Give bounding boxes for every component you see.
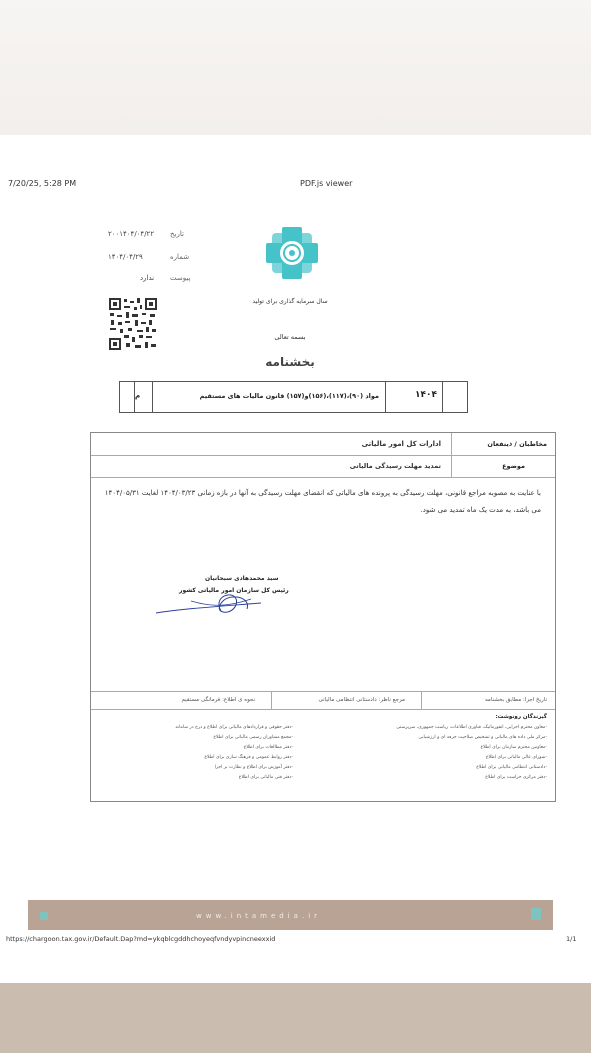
cc-right-item: -شورای عالی مالیاتی برای اطلاع bbox=[485, 755, 547, 760]
cc-left-item: -دفتر مطالعات برای اطلاع bbox=[243, 745, 293, 750]
print-app-title: PDF.js viewer bbox=[300, 179, 353, 188]
document-type-title: بخشنامه bbox=[265, 355, 315, 369]
signer-name: سید محمدهادی سبحانیان bbox=[205, 575, 279, 582]
top-background bbox=[0, 0, 591, 135]
attachment-value: ندارد bbox=[140, 274, 155, 282]
qr-code bbox=[108, 297, 158, 351]
basmala: بسمه تعالی bbox=[274, 333, 306, 341]
cc-left-item: -مجمع مشاوران رسمی مالیاتی برای اطلاع bbox=[213, 735, 293, 740]
subject-label: موضوع bbox=[502, 462, 525, 470]
notification-method: نحوه ی اطلاع: فرمانگی مستقیم bbox=[181, 697, 255, 703]
recipients-value: ادارات کل امور مالیاتی bbox=[361, 440, 441, 448]
attachment-label: پیوست bbox=[170, 274, 191, 282]
year-motto: سال سرمایه گذاری برای تولید bbox=[252, 298, 328, 305]
date-label: تاریخ bbox=[170, 230, 184, 238]
execution-date: تاریخ اجرا: مطابق بخشنامه bbox=[484, 697, 547, 703]
cc-right-item: -مرکز ملی داده های مالیاتی و تشخیص صلاحیت حرفه ای و ارزشیابی bbox=[418, 735, 547, 740]
cc-left-item: -دفتر آموزش برای اطلاع و نظارت بر اجرا bbox=[214, 765, 293, 770]
supervisory-reference: مرجع ناظر: دادستانی انتظامی مالیاتی bbox=[318, 697, 405, 703]
footer-website: www.intamedia.ir bbox=[196, 912, 322, 920]
cc-right-item: -معاون محترم اجرایی، انفورماتیک، فناوری اطلاعات، ریاست جمهوری، سرپرستی bbox=[396, 725, 547, 730]
footer-accent-left bbox=[40, 912, 48, 920]
signature-mark bbox=[151, 583, 271, 619]
number-label: شماره bbox=[170, 253, 190, 261]
tax-organization-logo bbox=[262, 225, 322, 281]
cc-left-item: -دفتر حقوقی و قراردادهای مالیاتی برای اطلاع و درج در سامانه bbox=[175, 725, 293, 730]
page-number: 1/1 bbox=[566, 935, 577, 943]
letter-body-box bbox=[90, 432, 556, 802]
date-value: ۲۰۰۱۴۰۴/۰۴/۲۲ bbox=[108, 230, 155, 238]
cc-left-item: -دفتر فنی مالیاتی برای اطلاع bbox=[238, 775, 293, 780]
letter-body-text: با عنایت به مصوبه مراجع قانونی، مهلت رسیدگی به پرونده های مالیاتی که انقضای مهلت رسیدگی به آنها در بازه زمانی ۱۴۰۴/۰۳/۲۳ لغایت ۱۴۰۴/۰۵/۳۱ می باشد، به مدت یک ماه تمدید می شود. bbox=[104, 489, 541, 514]
subject-code: م bbox=[135, 392, 141, 400]
print-datetime: 7/20/25, 5:28 PM bbox=[8, 179, 77, 188]
subject-value: تمدید مهلت رسیدگی مالیاتی bbox=[349, 462, 441, 470]
recipients-label: مخاطبان / ذینفعان bbox=[487, 440, 547, 448]
cc-right-item: -دفتر مرکزی حراست برای اطلاع bbox=[485, 775, 547, 780]
document-page bbox=[0, 135, 591, 983]
subject-year: ۱۴۰۴ bbox=[415, 390, 437, 400]
number-value: ۱۴۰۴/۰۴/۲۹ bbox=[108, 253, 143, 261]
cc-right-item: -دادستانی انتظامی مالیاتی برای اطلاع bbox=[476, 765, 547, 770]
bottom-background bbox=[0, 983, 591, 1053]
subject-table bbox=[119, 381, 468, 413]
print-url: https://chargoon.tax.gov.ir/Default.Dap?md=ykqblcgddhchoyeqfvndyvpincneexxid bbox=[6, 935, 276, 943]
subject-text: مواد (۹۰)،(۱۱۷)،(۱۵۶)و(۱۵۷) قانون مالیات های مستقیم bbox=[199, 392, 379, 400]
cc-left-item: -دفتر روابط عمومی و فرهنگ سازی برای اطلاع bbox=[204, 755, 293, 760]
cc-header: گیرندگان رونوشت: bbox=[495, 714, 547, 720]
letterhead-footer-bar bbox=[28, 900, 553, 930]
cc-right-item: -معاونین محترم سازمان برای اطلاع bbox=[480, 745, 547, 750]
footer-accent-right bbox=[531, 908, 541, 920]
signer-title: رئیس کل سازمان امور مالیاتی کشور bbox=[179, 587, 289, 594]
